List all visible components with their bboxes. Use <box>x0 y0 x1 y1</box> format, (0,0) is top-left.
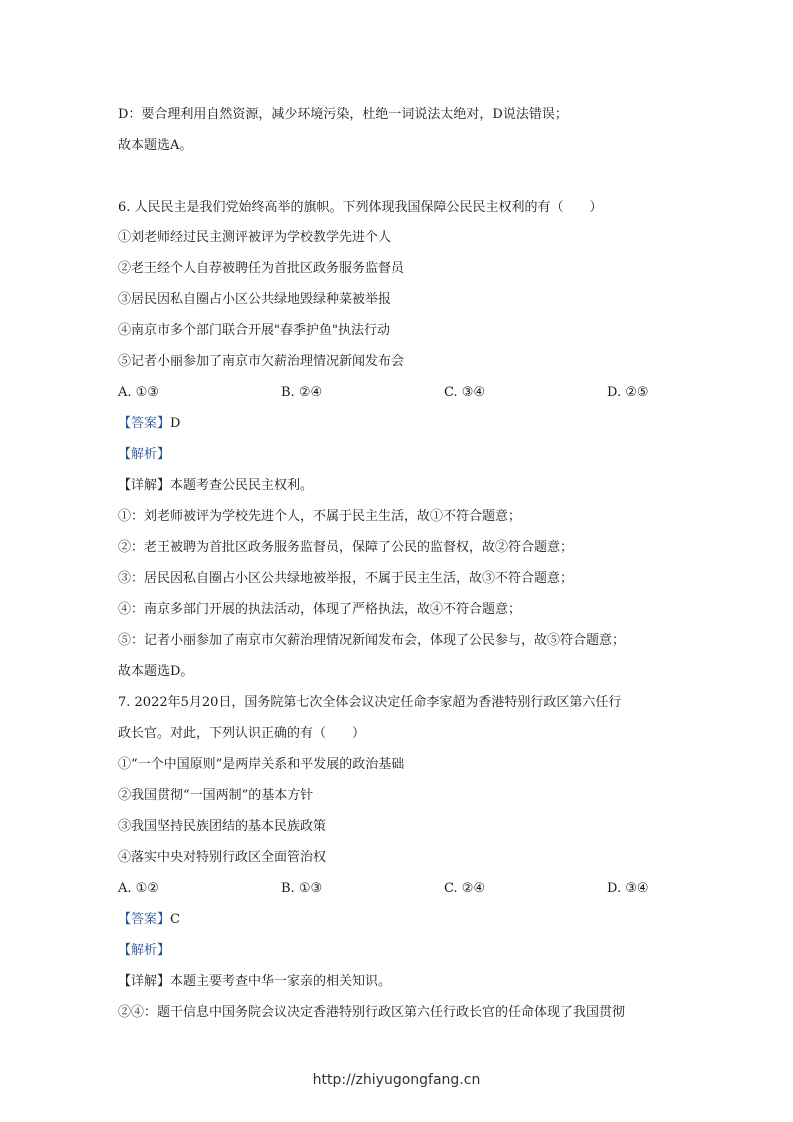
question-7-stem-line-2: 政长官。对此，下列认识正确的有（ ） <box>118 726 366 741</box>
question-7-explanation-1: ②④：题干信息中国务院会议决定香港特别行政区第六任行政长官的任命体现了我国贯彻 <box>118 1005 626 1020</box>
detail-text: 本题考查公民民主权利。 <box>170 478 314 493</box>
option-c: C. ③④ <box>444 385 486 400</box>
question-6-explanation-2: ②：老王被聘为首批区政务服务监督员，保障了公民的监督权，故②符合题意； <box>118 540 574 555</box>
question-7-answer <box>118 911 180 929</box>
question-6-conclusion: 故本题选D。 <box>118 664 194 679</box>
answer-value: D <box>170 416 181 431</box>
question-7-statement-1: ①“一个中国原则”是两岸关系和平发展的政治基础 <box>118 757 405 772</box>
question-6-stem: 6. 人民民主是我们党始终高举的旗帜。下列体现我国保障公民民主权利的有（ ） <box>118 200 603 215</box>
question-6-analysis-tag: 【解析】 <box>118 447 171 462</box>
question-6-statement-3: ③居民因私自圈占小区公共绿地毁绿种菜被举报 <box>118 292 392 307</box>
detail-tag: 【详解】 <box>118 478 171 493</box>
question-6-explanation-5: ⑤：记者小丽参加了南京市欠薪治理情况新闻发布会，体现了公民参与，故⑤符合题意； <box>118 633 626 648</box>
option-d: D. ③④ <box>607 881 649 896</box>
question-6-statement-2: ②老王经个人自荐被聘任为首批区政务服务监督员 <box>118 261 405 276</box>
answer-tag: 【答案】 <box>118 416 171 431</box>
option-b: B. ①③ <box>281 881 323 896</box>
question-6-explanation-1: ①：刘老师被评为学校先进个人，不属于民主生活，故①不符合题意； <box>118 509 522 524</box>
question-7-detail <box>118 973 391 991</box>
option-b: B. ②④ <box>281 385 323 400</box>
footer-url: http://zhiyugongfang.cn <box>312 1072 481 1088</box>
question-6-statement-4: ④南京市多个部门联合开展"春季护鱼"执法行动 <box>118 323 390 338</box>
question-7-statement-2: ②我国贯彻“一国两制”的基本方针 <box>118 788 314 803</box>
option-c: C. ②④ <box>444 881 486 896</box>
question-6-statement-5: ⑤记者小丽参加了南京市欠薪治理情况新闻发布会 <box>118 354 405 369</box>
question-6-explanation-4: ④：南京多部门开展的执法活动，体现了严格执法，故④不符合题意； <box>118 602 522 617</box>
question-6-statement-1: ①刘老师经过民主测评被评为学校教学先进个人 <box>118 230 392 245</box>
option-a: A. ①② <box>118 881 159 896</box>
question-7-analysis-tag: 【解析】 <box>118 943 171 958</box>
prev-explanation-d: D：要合理利用自然资源，减少环境污染，杜绝一词说法太绝对，D说法错误； <box>118 107 568 122</box>
detail-text: 本题主要考查中华一家亲的相关知识。 <box>170 974 392 989</box>
option-d: D. ②⑤ <box>607 385 649 400</box>
question-7-statement-3: ③我国坚持民族团结的基本民族政策 <box>118 819 327 834</box>
detail-tag: 【详解】 <box>118 974 171 989</box>
option-a: A. ①③ <box>118 385 159 400</box>
question-6-detail <box>118 477 313 495</box>
question-6-explanation-3: ③：居民因私自圈占小区公共绿地被举报，不属于民主生活，故③不符合题意； <box>118 571 574 586</box>
prev-conclusion: 故本题选A。 <box>118 138 193 153</box>
question-7-stem-line-1: 7. 2022年5月20日，国务院第七次全体会议决定任命李家超为香港特别行政区第六任行 <box>118 695 622 710</box>
question-7-statement-4: ④落实中央对特别行政区全面管治权 <box>118 850 327 865</box>
answer-value: C <box>170 912 180 927</box>
answer-tag: 【答案】 <box>118 912 171 927</box>
question-6-answer <box>118 415 180 433</box>
